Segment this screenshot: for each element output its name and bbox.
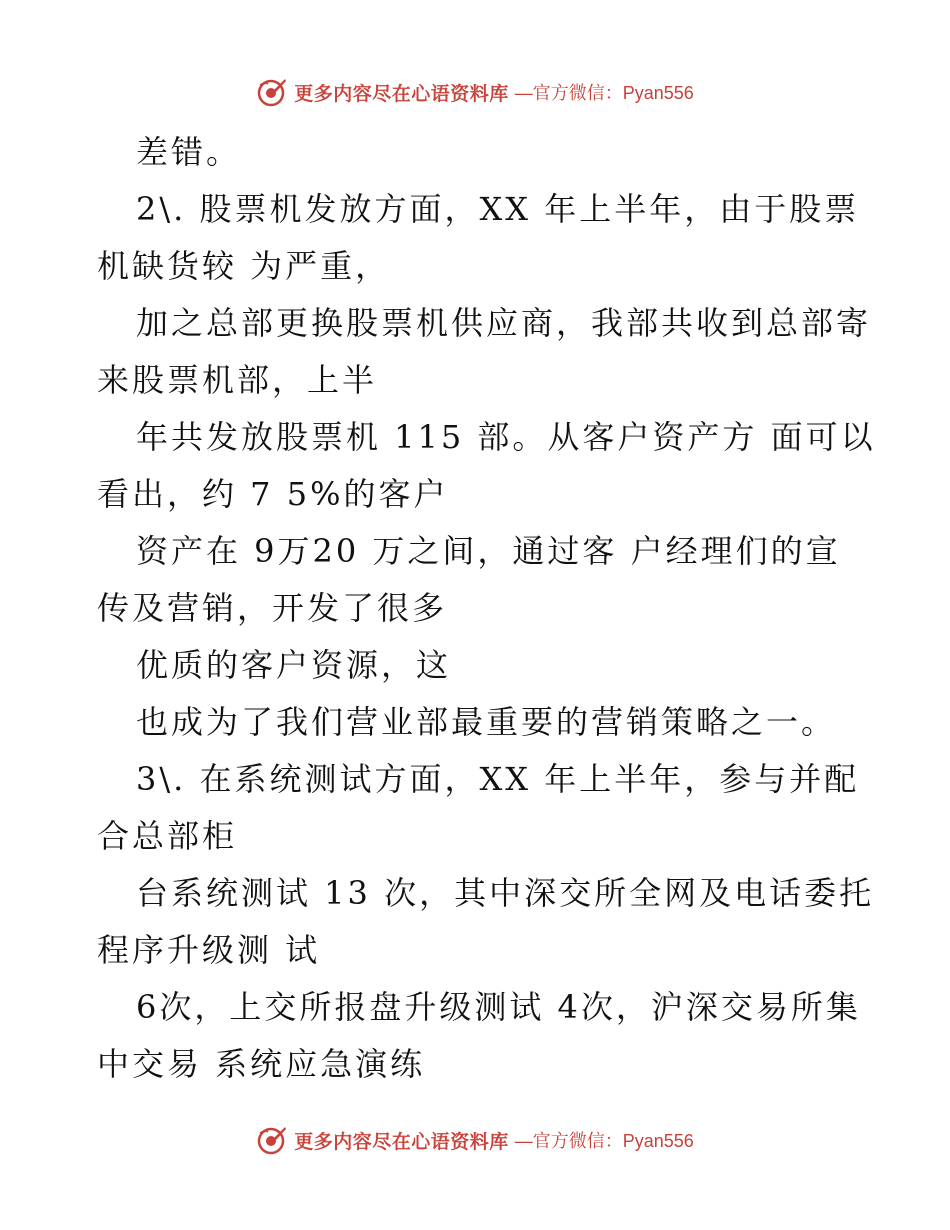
text-line: 差错。	[136, 133, 242, 171]
document-body	[97, 124, 876, 1093]
text-line: 3\. 在系统测试方面，XX 年上半年，参与并配	[136, 760, 860, 798]
text-line: 中交易 系统应急演练	[97, 1045, 426, 1083]
text-line: 看出，约 7 5%的客户	[97, 475, 449, 513]
text-line: 也成为了我们营业部最重要的营销策略之一。	[136, 703, 837, 741]
header-banner	[0, 72, 950, 112]
text-line: 合总部柜	[97, 817, 238, 855]
text-line: 机缺货较 为严重，	[97, 247, 391, 285]
text-line: 优质的客户资源，这	[136, 646, 452, 684]
banner-title: 更多内容尽在心语资料库	[294, 82, 509, 105]
quill-seal-logo-icon	[256, 76, 288, 108]
text-line: 资产在 9万20 万之间，通过客 户经理们的宣	[136, 532, 841, 570]
banner-wechat: —官方微信：Pyan556	[514, 1131, 694, 1151]
banner-title: 更多内容尽在心语资料库	[294, 1130, 509, 1153]
footer-banner	[0, 1120, 950, 1160]
text-line: 2\. 股票机发放方面，XX 年上半年，由于股票	[136, 190, 860, 228]
text-line: 来股票机部，上半	[97, 361, 378, 399]
banner-wechat: —官方微信：Pyan556	[514, 83, 694, 103]
text-line: 6次，上交所报盘升级测试 4次，沪深交易所集	[136, 988, 861, 1026]
text-line: 台系统测试 13 次，其中深交所全网及电话委托	[136, 874, 875, 912]
text-line: 传及营销，开发了很多	[97, 589, 448, 627]
text-line: 程序升级测 试	[97, 931, 321, 969]
text-line: 年共发放股票机 115 部。从客户资产方 面可以	[136, 418, 876, 456]
quill-seal-logo-icon	[256, 1124, 288, 1156]
text-line: 加之总部更换股票机供应商，我部共收到总部寄	[136, 304, 872, 342]
